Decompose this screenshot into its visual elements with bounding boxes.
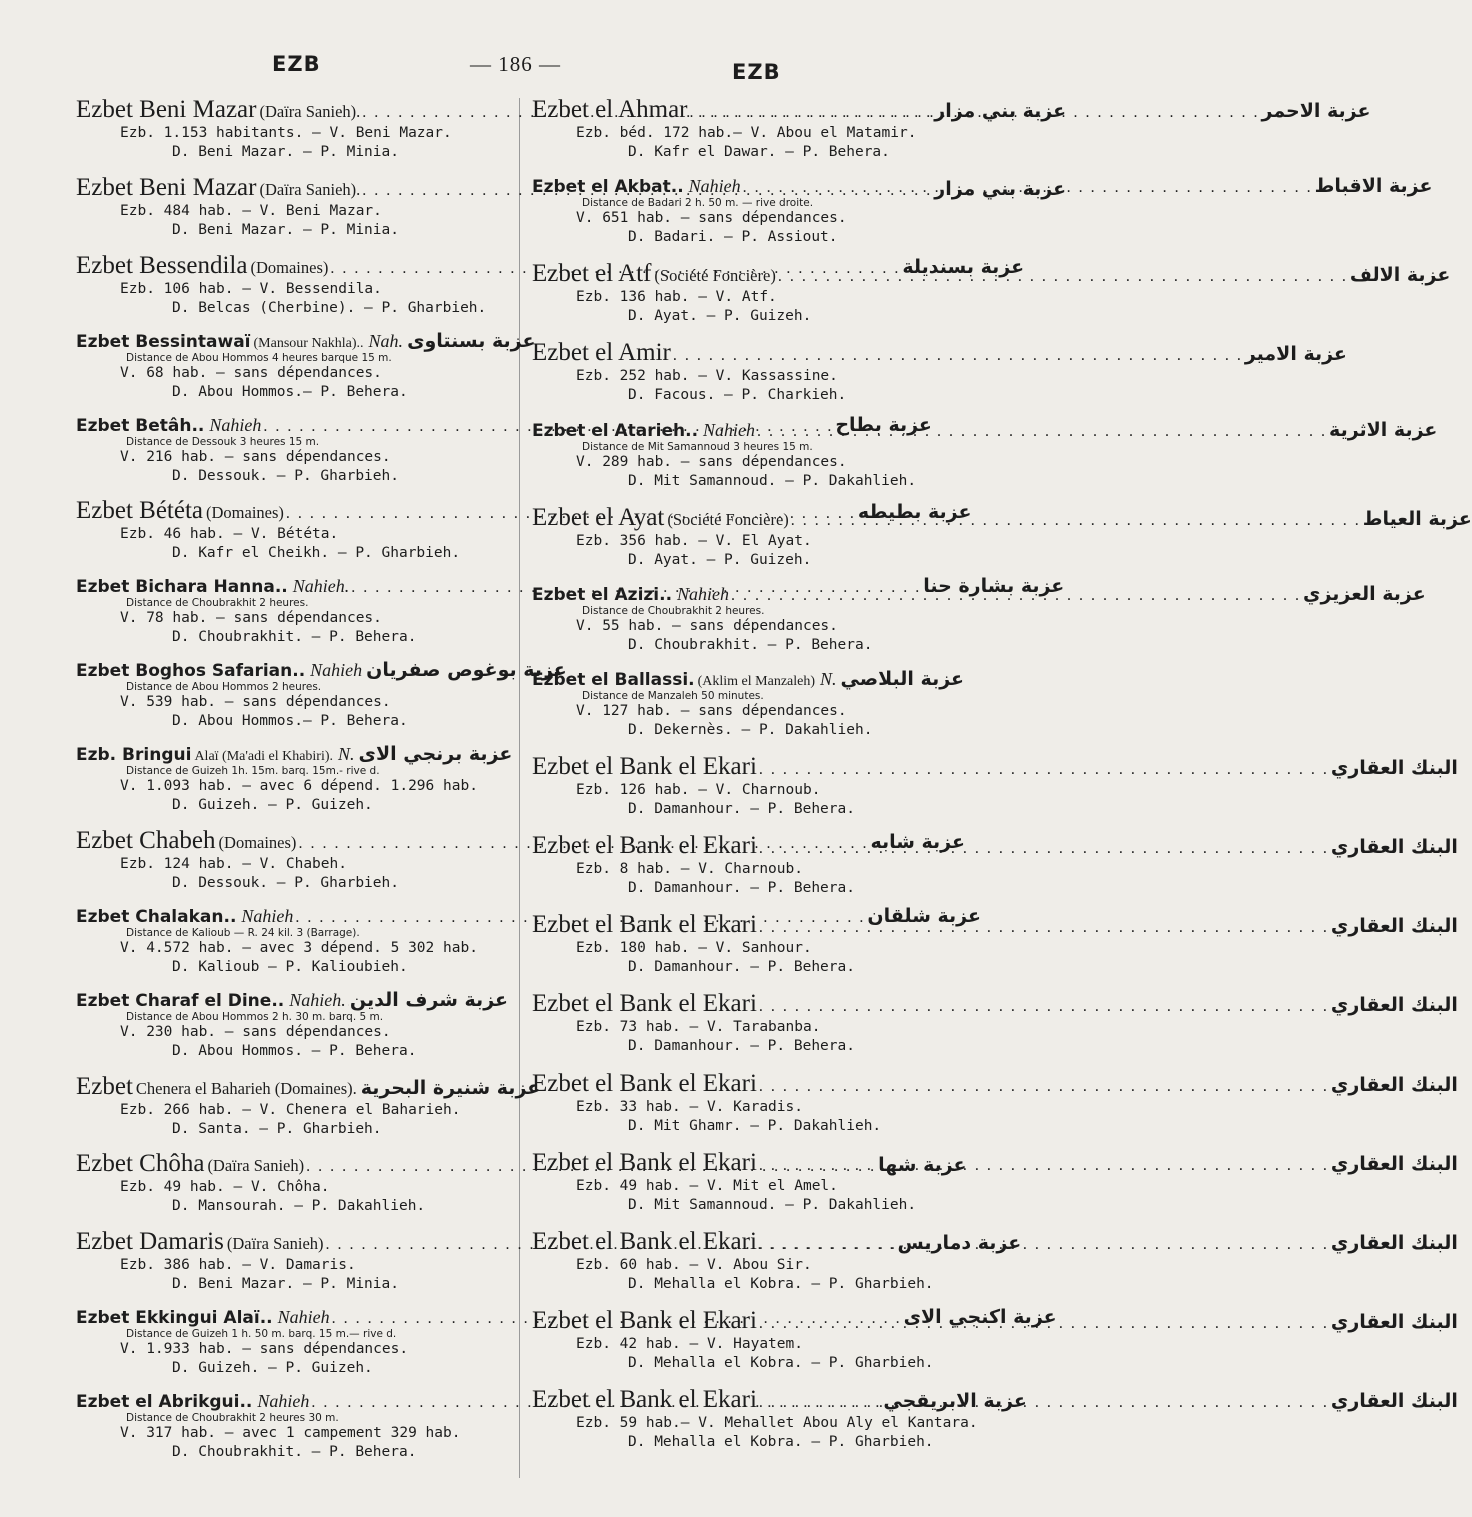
entry-nahieh-label: Nahieh [310,660,363,681]
entry-arabic-name: عزبة الاحمر [1261,100,1371,122]
entry-detail-line: Ezb. béd. 172 hab.— V. Abou el Matamir. [576,125,917,141]
entry-nahieh-label: Nahieh. [292,576,350,597]
entry-arabic-name: البنك العقاري [1330,1390,1458,1412]
entry-name: Ezbet el Azizi.. [532,584,673,605]
entry-distance: Distance de Choubrakhit 2 heures 30 m. [126,1412,339,1424]
entry-detail-line: D. Mansourah. — P. Dakahlieh. [172,1198,426,1215]
entry-detail-line: D. Mehalla el Kobra. — P. Gharbieh. [628,1434,934,1450]
entry-name: Ezbet el Bank el Ekari [532,911,757,939]
header-left-key: EZB [272,52,321,76]
entry-detail-line: D. Mit Samannoud. — P. Dakahlieh. [628,472,917,489]
entry-distance: Distance de Guizeh 1 h. 50 m. barq. 15 m.— rive d. [126,1328,397,1341]
entry-distance: Distance de Guizeh 1h. 15m. barq. 15m.- rive d. [126,765,380,777]
entry-distance: Distance de Choubrakhit 2 heures. [126,597,309,610]
entry-detail-line: Ezb. 73 hab. — V. Tarabanba. [576,1019,821,1036]
entry-arabic-name: عزبة الابريقجي [883,1390,1027,1412]
entry-arabic-name: البنك العقاري [1330,1073,1458,1096]
entry-name: Ezbet Boghos Safarian.. [76,661,306,682]
gazetteer-entry [532,668,964,740]
entry-detail-line: D. Dessouk. — P. Gharbieh. [172,874,399,891]
entry-name: Ezbet el Ballassi. [532,669,695,690]
entry-name: Ezbet el Bank el Ekari [532,1386,757,1413]
entry-detail-line: D. Mehalla el Kobra. — P. Gharbieh. [628,1354,934,1371]
entry-arabic-name: عزبة الاثرية [1329,418,1438,441]
entry-detail-line: D. Mit Ghamr. — P. Dakahlieh. [628,1117,882,1134]
gazetteer-entry [532,1227,1458,1294]
entry-name: Ezbet Chalakan.. [76,906,237,927]
gazetteer-entry [532,1386,1458,1452]
entry-qualifier: (Daïra Sanieh). [259,102,361,121]
entry-title-row [532,668,964,690]
entry-arabic-name: عزبة شها [878,1154,967,1177]
entry-arabic-name: عزبة بشارة حنا [923,575,1065,598]
entry-detail-line: Ezb. 136 hab. — V. Atf. [576,289,777,306]
entry-name: Ezbet Chabeh [76,826,216,854]
entry-arabic-name: عزبة برنجي الاى [358,743,513,765]
entry-detail-line: V. 4.572 hab. — avec 3 dépend. 5 302 hab. [120,939,478,956]
entry-title-row [532,1148,1458,1177]
entry-name: Ezbet el Ahmar [532,96,688,123]
entry-detail-line: Ezb. 49 hab. — V. Mit el Amel. [576,1177,838,1194]
entry-arabic-name: البنك العقاري [1330,1310,1458,1333]
entry-qualifier: (Daïra Sanieh) [207,1156,305,1176]
entry-detail-line: D. Kafr el Dawar. — P. Behera. [628,144,890,160]
entry-detail-line: Ezb. 1.153 habitants. — V. Beni Mazar. [120,125,452,141]
entry-distance: Distance de Choubrakhit 2 heures. [582,604,765,617]
entry-arabic-name: عزبة الامير [1244,343,1347,366]
entry-qualifier: (Aklim el Manzaleh) [697,673,816,689]
entry-detail-line: Ezb. 356 hab. — V. El Ayat. [576,532,812,549]
entry-detail-line: D. Kafr el Cheikh. — P. Gharbieh. [172,545,461,562]
entry-detail-line: V. 216 hab. — sans dépendances. [120,448,391,465]
entry-qualifier: Chenera el Baharieh (Domaines). [135,1078,357,1098]
entry-nahieh-label: Nahieh [257,1391,310,1411]
entry-detail-line: V. 539 hab. — sans dépendances. [120,694,391,711]
entry-detail-line: D. Ayat. — P. Guizeh. [628,551,812,568]
entry-qualifier: (Domaines) [206,503,284,523]
entry-distance: Distance de Manzaleh 50 minutes. [582,689,764,702]
entry-nahieh-label: Nahieh [277,1307,330,1328]
entry-name: Ezbet el Bank el Ekari [532,1069,757,1097]
leader-dots [759,1394,1329,1412]
gazetteer-entry [532,1148,1458,1215]
entry-detail-line: D. Abou Hommos.— P. Behera. [172,713,408,730]
entry-qualifier: (Mansour Nakhla).. [253,335,364,351]
entry-name: Ezbet Ekkingui Alaï.. [76,1308,273,1329]
entry-detail-line: D. Ayat. — P. Guizeh. [628,308,812,325]
entry-detail-line: Ezb. 180 hab. — V. Sanhour. [576,940,812,957]
entry-detail-line: Ezb. 386 hab. — V. Damaris. [120,1257,356,1274]
leader-dots [673,347,1243,365]
entry-arabic-name: عزبة بوغوص صفريان [366,659,567,682]
entry-distance: Distance de Abou Hommos 2 h. 30 m. barq. 5 m. [126,1010,384,1023]
entry-detail-line: V. 1.093 hab. — avec 6 dépend. 1.296 hab. [120,778,478,794]
entry-detail-line: D. Guizeh. — P. Guizeh. [172,797,373,813]
entry-arabic-name: عزبة العياط [1362,507,1472,530]
entry-detail-line: D. Guizeh. — P. Guizeh. [172,1360,373,1377]
entry-arabic-name: عزبة شرف الدين [349,988,508,1011]
entry-name: Ezbet Bichara Hanna.. [76,577,288,598]
entry-name: Ezbet Chôha [76,1150,205,1178]
entry-qualifier: (Daïra Sanieh) [226,1234,324,1254]
entry-arabic-name: عزبة بني مزار [934,177,1067,200]
gazetteer-entry [76,329,536,402]
entry-detail-line: V. 1.933 hab. — sans dépendances. [120,1341,409,1358]
entry-detail-line: Ezb. 8 hab. — V. Charnoub. [576,861,803,878]
entry-title-row [532,911,1458,939]
gazetteer-entry [76,659,567,731]
entry-detail-line: Ezb. 106 hab. — V. Bessendila. [120,280,382,297]
entry-nahieh-label: Nahieh [209,414,262,435]
entry-name: Ezbet el Atf [532,260,652,288]
entry-arabic-name: البنك العقاري [1330,915,1458,938]
entry-detail-line: D. Belcas (Cherbine). — P. Gharbieh. [172,299,487,316]
entry-distance: Distance de Mit Samannoud 3 heures 15 m. [582,440,813,453]
entry-name: Ezbet el Bank el Ekari [532,753,757,780]
entry-arabic-name: عزبة بطيطه [857,501,972,524]
entry-arabic-name: البنك العقاري [1330,1231,1458,1254]
entry-detail-line: D. Santa. — P. Gharbieh. [172,1120,382,1137]
entry-distance: Distance de Kalioub — R. 24 kil. 3 (Barrage). [126,926,360,939]
entry-name: Ezbet el Bank el Ekari [532,832,757,860]
entry-detail-line: D. Abou Hommos. — P. Behera. [172,1042,417,1059]
entry-detail-line: D. Mehalla el Kobra. — P. Gharbieh. [628,1275,934,1292]
entry-name: Ezbet el Bank el Ekari [532,1306,757,1334]
entry-arabic-name: عزبة شنيرة البحرية [360,1076,541,1099]
entry-arabic-name: البنك العقاري [1330,994,1458,1017]
entry-name: Ezbet Bessintawaï [76,331,251,352]
entry-detail-line: D. Mit Samannoud. — P. Dakahlieh. [628,1196,917,1213]
gazetteer-entry [532,1069,1458,1136]
entry-name: Ezbet Charaf el Dine.. [76,990,285,1011]
entry-arabic-name: عزبة بطاح [835,413,932,436]
entry-name: Ezbet el Bank el Ekari [532,1148,757,1176]
entry-arabic-name: عزبة بسنديلة [902,255,1025,278]
entry-arabic-name: عزبة بسنتاوى [407,329,536,352]
gazetteer-entry [532,418,1438,491]
gazetteer-entry [76,1072,541,1139]
leader-dots [690,104,1260,122]
entry-detail-line: Ezb. 124 hab. — V. Chabeh. [120,855,347,872]
gazetteer-entry [532,503,1472,570]
entry-arabic-name: عزبة شابه [870,830,965,853]
entry-qualifier: (Société Foncière) [667,509,789,529]
entry-nahieh-label: N. [338,744,355,764]
entry-detail-line: D. Facous. — P. Charkieh. [628,387,847,404]
entry-qualifier: (Domaines) [250,257,329,277]
column-divider [519,98,520,1478]
entry-detail-line: D. Beni Mazar. — P. Minia. [172,1276,399,1293]
entry-arabic-name: عزبة شلقان [867,904,981,927]
entry-name: Ezbet el Ayat [532,503,665,531]
entry-name: Ezbet el Atarieh.. [532,420,699,441]
entry-detail-line: D. Damanhour. — P. Behera. [628,801,855,817]
entry-arabic-name: عزبة البلاصي [840,667,965,690]
entry-title-row [532,990,1458,1018]
entry-nahieh-label: N. [820,668,837,689]
entry-detail-line: V. 651 hab. — sans dépendances. [576,210,847,227]
entry-title-row [532,503,1472,532]
entry-arabic-name: البنك العقاري [1330,1152,1458,1175]
entry-detail-line: Ezb. 59 hab.— V. Mehallet Abou Aly el Kantara. [576,1415,978,1431]
entry-title-row [532,339,1347,367]
entry-detail-line: V. 55 hab. — sans dépendances. [576,617,838,634]
entry-title-row [76,989,508,1011]
leader-dots [759,1078,1329,1096]
entry-detail-line: D. Beni Mazar. — P. Minia. [172,144,399,160]
entry-detail-line: V. 230 hab. — sans dépendances. [120,1023,391,1040]
entry-name: Ezbet Betâh.. [76,415,205,436]
entry-name: Ezbet Damaris [76,1228,224,1256]
entry-detail-line: V. 127 hab. — sans dépendances. [576,702,847,719]
entry-title-row [76,659,567,682]
gazetteer-entry [532,990,1458,1056]
entry-title-row [76,329,536,352]
entry-title-row [532,832,1458,860]
leader-dots [759,998,1329,1016]
entry-nahieh-label: Nahieh [688,176,741,197]
entry-title-row [532,1386,1458,1414]
entry-detail-line: Ezb. 252 hab. — V. Kassassine. [576,368,838,385]
entry-detail-line: Ezb. 266 hab. — V. Chenera el Baharieh. [120,1101,461,1118]
entry-qualifier: (Société Foncière) [654,266,776,286]
leader-dots [791,512,1361,530]
leader-dots [743,179,1313,197]
leader-dots [759,840,1329,858]
entry-arabic-name: عزبة الاقباط [1314,175,1433,198]
entry-arabic-name: البنك العقاري [1330,757,1458,779]
entry-detail-line: Ezb. 484 hab. — V. Beni Mazar. [120,202,382,219]
entry-name: Ezbet Bététa [76,497,204,525]
entry-name: Ezbet el Bank el Ekari [532,990,757,1018]
entry-detail-line: D. Abou Hommos.— P. Behera. [172,383,408,400]
entry-arabic-name: البنك العقاري [1330,836,1458,859]
entry-qualifier: (Domaines) [218,832,297,852]
entry-detail-line: D. Choubrakhit. — P. Behera. [172,629,417,646]
entry-detail-line: Ezb. 49 hab. — V. Chôha. [120,1179,330,1196]
entry-detail-line: V. 78 hab. — sans dépendances. [120,610,382,627]
entry-arabic-name: عزبة اكنجي الاى [903,1306,1057,1329]
leader-dots [731,587,1301,605]
page-header [0,52,1000,92]
entry-title-row [532,753,1458,781]
entry-name: Ezb. Bringui [76,745,192,765]
entry-detail-line: D. Damanhour. — P. Behera. [628,959,855,976]
entry-name: Ezbet el Bank el Ekari [532,1227,757,1255]
entry-detail-line: D. Dessouk. — P. Gharbieh. [172,467,399,484]
gazetteer-entry [76,989,508,1061]
entry-detail-line: Ezb. 46 hab. — V. Bététa. [120,526,339,543]
entry-detail-line: Ezb. 60 hab. — V. Abou Sir. [576,1256,812,1273]
entry-name: Ezbet [76,1072,133,1100]
entry-qualifier: Alaï (Ma'adi el Khabiri). [194,749,334,764]
entry-arabic-name: عزبة العزيزي [1303,582,1426,605]
leader-dots [778,268,1348,286]
entry-title-row [532,1069,1458,1098]
entry-title-row [76,743,513,765]
entry-detail-line: D. Kalioub — P. Kalioubieh. [172,958,408,975]
entry-detail-line: D. Badari. — P. Assiout. [628,229,838,246]
gazetteer-entry [532,832,1458,898]
entry-detail-line: D. Choubrakhit. — P. Behera. [172,1444,417,1460]
entry-detail-line: D. Beni Mazar. — P. Minia. [172,221,399,238]
entry-distance: Distance de Dessouk 3 heures 15 m. [126,435,320,448]
entry-detail-line: V. 68 hab. — sans dépendances. [120,364,382,381]
entry-nahieh-label: Nahieh [677,583,730,604]
entry-name: Ezbet el Akbat.. [532,177,684,198]
entry-nahieh-label: Nahieh [703,419,756,440]
entry-distance: Distance de Badari 2 h. 50 m. — rive droite. [582,197,814,210]
entry-detail-line: V. 289 hab. — sans dépendances. [576,453,847,470]
entry-arabic-name: عزبة دماريس [897,1232,1022,1255]
leader-dots [759,1315,1329,1333]
entry-title-row [532,1227,1458,1256]
leader-dots [757,423,1327,441]
entry-detail-line: D. Damanhour. — P. Behera. [628,880,855,897]
entry-detail-line: D. Choubrakhit. — P. Behera. [628,636,873,653]
entry-nahieh-label: Nah. [368,330,404,351]
leader-dots [759,1236,1329,1254]
leader-dots [759,1157,1329,1175]
entry-distance: Distance de Abou Hommos 2 heures. [126,681,322,694]
gazetteer-entry [76,743,513,815]
entry-detail-line: D. Damanhour. — P. Behera. [628,1038,855,1055]
entry-name: Ezbet el Abrikgui.. [76,1392,253,1412]
header-right-key: EZB [732,60,781,84]
gazetteer-entry [532,339,1347,405]
entry-arabic-name: عزبة بني مزار [934,100,1067,122]
entry-qualifier: (Daïra Sanieh). [259,179,361,199]
entry-name: Ezbet Beni Mazar [76,96,257,123]
gazetteer-entry [532,753,1458,819]
entry-detail-line: V. 317 hab. — avec 1 campement 329 hab. [120,1425,461,1441]
entry-detail-line: Ezb. 126 hab. — V. Charnoub. [576,782,821,798]
entry-name: Ezbet el Amir [532,339,671,367]
entry-nahieh-label: Nahieh [241,905,294,926]
entry-detail-line: D. Dekernès. — P. Dakahlieh. [628,721,873,738]
entry-name: Ezbet Bessendila [76,251,248,279]
leader-dots [759,919,1329,937]
entry-nahieh-label: Nahieh. [289,989,346,1010]
entry-detail-line: Ezb. 33 hab. — V. Karadis. [576,1098,803,1115]
entry-title-row [532,418,1438,441]
entry-detail-line: Ezb. 42 hab. — V. Hayatem. [576,1335,803,1352]
entry-title-row [76,1072,541,1101]
gazetteer-entry [532,911,1458,977]
entry-name: Ezbet Beni Mazar [76,173,257,201]
entry-arabic-name: عزبة الالف [1349,264,1451,287]
leader-dots [759,761,1329,779]
page-number: — 186 — [470,52,561,76]
entry-distance: Distance de Abou Hommos 4 heures barque 15 m. [126,351,392,364]
